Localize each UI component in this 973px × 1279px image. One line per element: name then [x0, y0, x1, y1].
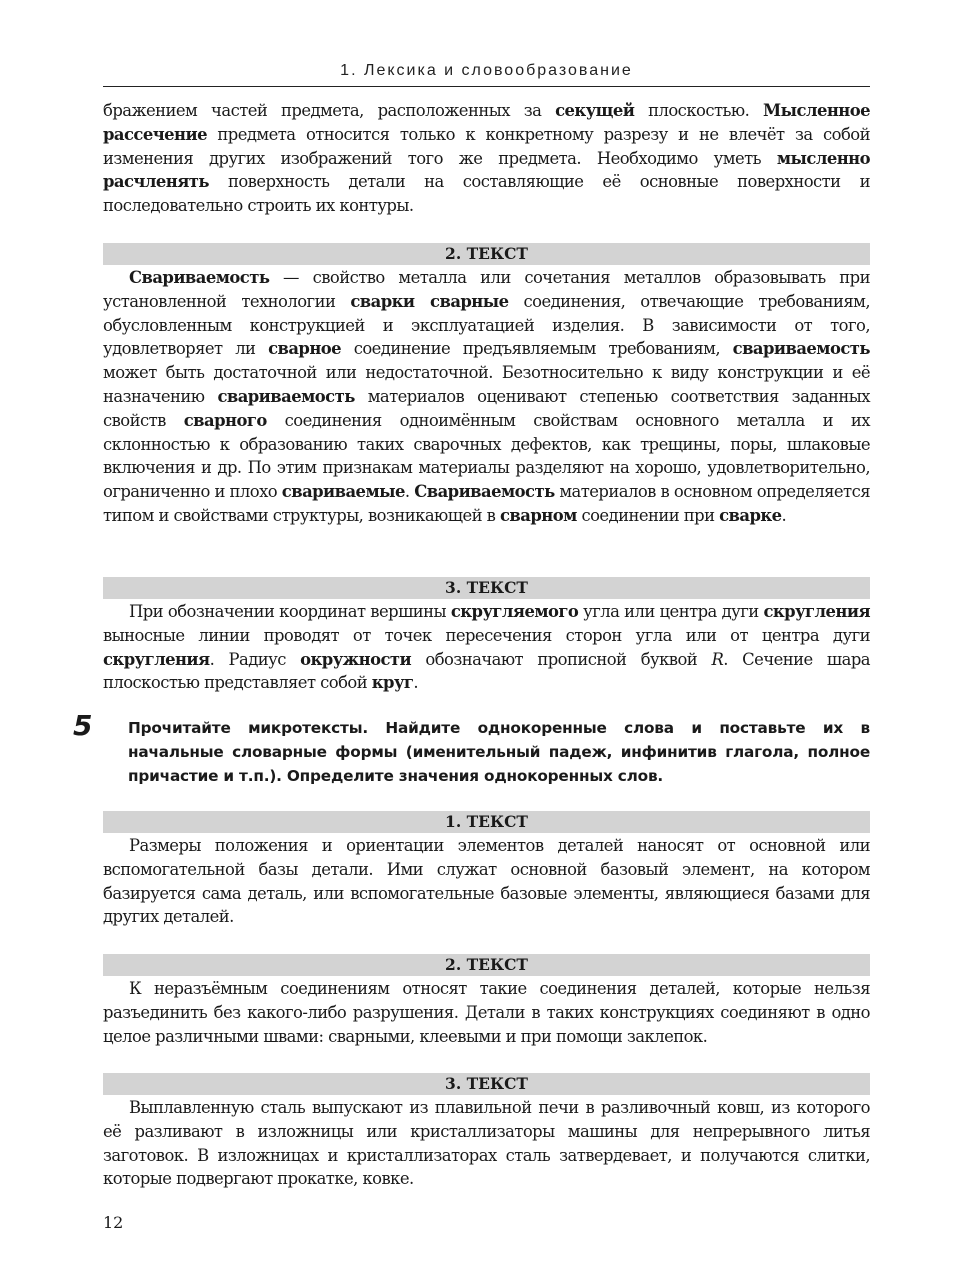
text-run: может быть достаточной или недостаточной. Безотносительно к виду конструкции и её назначению	[103, 363, 870, 406]
intro-paragraph	[103, 99, 870, 218]
text-run: предмета относится только к конкретному разрезу и не влечёт за собой изменения других изображений того же предмета. Необходимо уметь	[103, 124, 870, 168]
text-run: бражением частей предмета, расположенных за	[103, 101, 556, 120]
bold-term: сварного	[183, 410, 267, 430]
text-run: материалов в основном определяется типом и свойствами структуры, возникающей в	[103, 482, 870, 525]
section-text	[103, 977, 870, 1048]
section-text	[103, 266, 870, 528]
bold-term: сварки сварные	[350, 291, 509, 311]
section-heading-bar: 2. ТЕКСТ	[103, 243, 870, 265]
bold-term: сварном	[500, 505, 577, 525]
text-run: соединении при	[576, 505, 720, 525]
text-run: . Радиус	[209, 649, 301, 669]
italic-symbol: R	[711, 649, 724, 669]
text-run: .	[413, 673, 419, 693]
bold-term: свариваемость	[217, 386, 355, 406]
text-run: соединение предъявляемым требованиям,	[341, 339, 733, 359]
text-run: угла или центра дуги	[578, 602, 764, 621]
section-heading-bar: 1. ТЕКСТ	[103, 811, 870, 833]
text-run: — свойство металла или сочетания металлов образовывать при установленной технологии	[103, 268, 870, 311]
bold-term: мысленно расчленять	[103, 148, 870, 192]
bold-term: сварке	[719, 505, 782, 525]
text-run: При обозначении координат вершины	[129, 602, 451, 621]
bold-term: круг	[371, 673, 414, 693]
text-run: . Сечение шара плоскостью представляет собой	[103, 649, 871, 693]
bold-term: скругляемого	[450, 602, 579, 621]
text-run: обозначают прописной буквой	[411, 649, 712, 669]
text-run: .	[781, 505, 787, 525]
section-text	[103, 1096, 870, 1191]
bold-term: скругления	[763, 602, 870, 621]
page-number: 12	[103, 1213, 124, 1232]
section-heading-bar: 3. ТЕКСТ	[103, 1073, 870, 1095]
text-run: плоскостью.	[634, 101, 764, 120]
text-run: материалов оценивают степенью соответствия заданных свойств	[103, 386, 870, 430]
text-run: выносные линии проводят от точек пересечения сторон угла или от центра дуги	[103, 625, 870, 645]
running-head: 1. Лексика и словообразование	[340, 62, 633, 79]
section-heading-bar: 2. ТЕКСТ	[103, 954, 870, 976]
bold-term: Свариваемость	[414, 482, 555, 502]
text-run: Выплавленную сталь выпускают из плавильной печи в разливочный ковш, из которого её разливают в изложницы или кристаллизаторы машины для непрерывного литья заготовок. В изложницах и кристаллизаторах сталь затвердевает, и получаются слитки, которые подвергают прокатке, ковке.	[103, 1098, 870, 1189]
section-heading-bar: 3. ТЕКСТ	[103, 577, 870, 599]
text-run: соединения, отвечающие требованиям, обусловленным конструкцией и эксплуатацией изделия. В зависимости от того, удовлетворяет ли	[103, 291, 870, 359]
text-run: соединения одноимённым свойствам основного металла и их склонностью к образованию таких сварочных дефектов, как трещины, поры, шлаковые включения и др. По этим признакам материалы разделяют на хорошо, удовлетворительно, ограниченно и плохо	[103, 410, 870, 502]
bold-term: окружности	[300, 649, 412, 669]
bold-term: секущей	[555, 101, 635, 120]
bold-term: свариваемые	[281, 482, 405, 502]
bold-term: сварное	[268, 339, 342, 359]
bold-term: Свариваемость	[129, 268, 270, 287]
bold-term: Мысленное рассечение	[103, 101, 870, 144]
bold-term: скругления	[103, 649, 210, 669]
exercise-number: 5	[73, 709, 93, 742]
text-run: К неразъёмным соединениям относят такие соединения деталей, которые нельзя разъединить без какого-либо разрушения. Детали в таких конструкциях соединяют в одно целое различными швами: сварными, клеевыми и при помощи заклепок.	[103, 979, 870, 1046]
section-text	[103, 600, 870, 695]
text-run: поверхность детали на составляющие её основные поверхности и последовательно строить их контуры.	[103, 172, 870, 216]
exercise-task: Прочитайте микротексты. Найдите однокоренные слова и поставьте их в начальные словарные формы (именительный падеж, инфинитив глагола, полное причастие и т.п.). Определите значения однокоренных слов.	[128, 719, 870, 785]
text-run: Размеры положения и ориентации элементов деталей наносят от основной или вспомогательной базы детали. Ими служат основной базовый элемент, на котором базируется сама деталь, или вспомогательные базовые элементы, являющиеся базами для других деталей.	[103, 836, 870, 927]
bold-term: свариваемость	[732, 339, 870, 359]
header-rule	[103, 86, 870, 87]
section-text	[103, 834, 870, 929]
text-run: .	[404, 482, 415, 502]
